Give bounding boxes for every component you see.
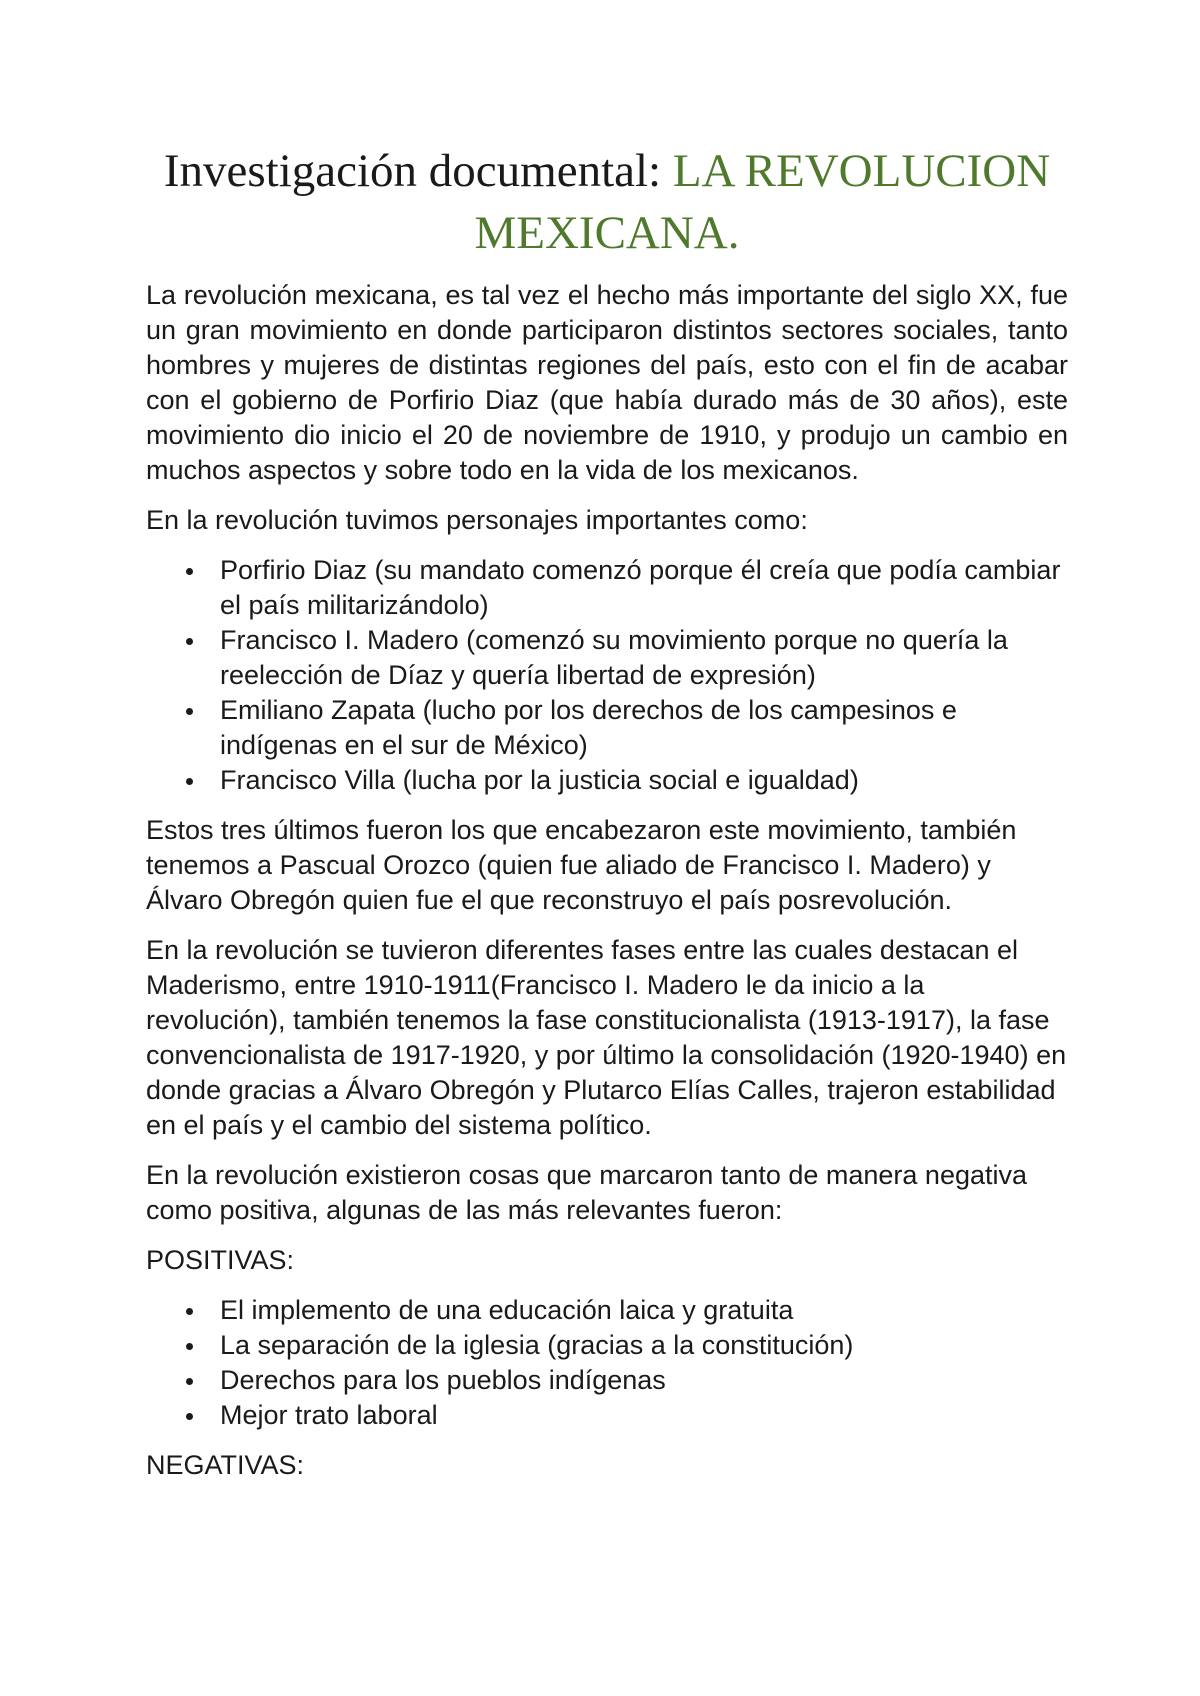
bullet-icon <box>186 1308 193 1315</box>
document-title <box>146 140 1068 264</box>
intro-paragraph: La revolución mexicana, es tal vez el hecho más importante del siglo XX, fue un gran movimiento en donde participaron distintos sectores sociales, tanto hombres y mujeres de distintas regiones del país, esto con el fin de acabar con el gobierno de Porfirio Diaz (que había durado más de 30 años), este movimiento dio inicio el 20 de noviembre de 1910, y produjo un cambio en muchos aspectos y sobre todo en la vida de los mexicanos. <box>146 280 1068 485</box>
leaders-paragraph: Estos tres últimos fueron los que encabezaron este movimiento, también tenemos a Pascual Orozco (quien fue aliado de Francisco I. Madero) y Álvaro Obregón quien fue el que reconstruyo el país posrevolución. <box>146 815 1017 915</box>
document-body <box>146 140 1068 1498</box>
title-main: Investigación documental: <box>163 145 673 197</box>
list-item: Porfirio Diaz (su mandato comenzó porque él creía que podía cambiar el país militarizándolo) <box>146 553 1068 623</box>
effects-paragraph: En la revolución existieron cosas que marcaron tanto de manera negativa como positiva, algunas de las más relevantes fueron: <box>146 1160 1028 1225</box>
bullet-icon <box>186 1343 193 1350</box>
characters-list <box>146 553 1068 798</box>
bullet-icon <box>186 638 193 645</box>
list-item: Francisco Villa (lucha por la justicia social e igualdad) <box>146 763 1068 798</box>
list-item: Derechos para los pueblos indígenas <box>146 1363 1068 1398</box>
bullet-icon <box>186 708 193 715</box>
bullet-icon <box>186 778 193 785</box>
bullet-icon <box>186 568 193 575</box>
list-item: Francisco I. Madero (comenzó su movimiento porque no quería la reelección de Díaz y quería libertad de expresión) <box>146 623 1068 693</box>
positives-list <box>146 1293 1068 1433</box>
positives-label: POSITIVAS: <box>146 1245 295 1275</box>
bullet-icon <box>186 1413 193 1420</box>
characters-intro: En la revolución tuvimos personajes importantes como: <box>146 505 808 535</box>
list-item: El implemento de una educación laica y gratuita <box>146 1293 1068 1328</box>
negatives-label: NEGATIVAS: <box>146 1450 305 1480</box>
list-item: Emiliano Zapata (lucho por los derechos de los campesinos e indígenas en el sur de México) <box>146 693 1068 763</box>
list-item: Mejor trato laboral <box>146 1398 1068 1433</box>
list-item: La separación de la iglesia (gracias a la constitución) <box>146 1328 1068 1363</box>
bullet-icon <box>186 1378 193 1385</box>
title-accent: LA REVOLUCION MEXICANA. <box>474 145 1051 259</box>
phases-paragraph: En la revolución se tuvieron diferentes fases entre las cuales destacan el Maderismo, entre 1910-1911(Francisco I. Madero le da inicio a la revolución), también tenemos la fase constitucionalista (1913-1917), la fase convencionalista de 1917-1920, y por último la consolidación (1920-1940) en donde gracias a Álvaro Obregón y Plutarco Elías Calles, trajeron estabilidad en el país y el cambio del sistema político. <box>146 935 1067 1140</box>
